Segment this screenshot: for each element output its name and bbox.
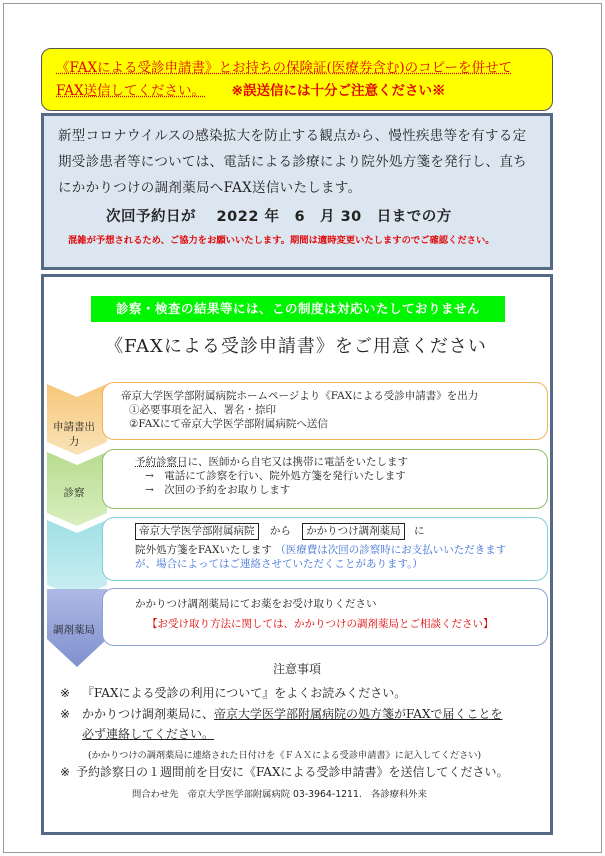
caution-mark: ※: [60, 765, 71, 779]
caution-text-2: かかりつけ調剤薬局に、: [82, 707, 215, 721]
caution-title: 注意事項: [272, 662, 321, 676]
caution-item-1: [60, 684, 406, 702]
step1-box: [102, 382, 548, 440]
step1-line2: ①必要事項を記入、署名・捺印: [129, 404, 276, 416]
notice-send: FAX送信してください。: [56, 83, 206, 99]
step1-label: 申請書出力: [53, 421, 95, 448]
notice-form-name: 《FAXによる受診申請書》: [56, 60, 219, 76]
main-heading: 《FAXによる受診申請書》をご用意ください: [105, 336, 487, 357]
step3-line2: 院外処方箋をFAXいたします: [135, 544, 272, 556]
step2-line2: → 電話にて診察を行い、院外処方箋を発行いたします: [145, 470, 406, 482]
caution-text-3: 帝京大学医学部附属病院の処方箋がFAXで届くことを: [214, 707, 503, 721]
step2-label: 診察: [63, 487, 85, 499]
step3-from: から: [269, 525, 291, 537]
fax-notice: [41, 48, 553, 111]
main-box: [41, 274, 553, 835]
step3-blue1: （医療費は次回の診察時にお支払いいただきます: [275, 544, 507, 556]
pharmacy-box: かかりつけ調剤薬局: [302, 523, 405, 540]
step1-line3: ②FAXにて帝京大学医学部附属病院へ送信: [129, 418, 328, 430]
step3-to: に: [414, 525, 425, 537]
caution-item-2b: [82, 725, 214, 743]
step4-red: 【お受け取り方法に関しては、かかりつけの調剤薬局とご相談ください】: [147, 618, 494, 630]
step4-label: 調剤薬局: [53, 624, 95, 636]
hospital-box: 帝京大学医学部附属病院: [135, 523, 259, 540]
step2-box: [102, 449, 548, 509]
notice-warning: ※誤送信には十分ご注意ください※: [231, 83, 446, 99]
caution-text-6: 予約診察日の１週間前を目安に《FAXによる受診申請書》を送信してください。: [76, 765, 509, 779]
intro-red-note: 混雑が予想されるため、ご協力をお願いいたします。期間は適時変更いたしますのでご確認ください。: [68, 235, 495, 246]
intro-text: 新型コロナウイルスの感染拡大を防止する観点から、慢性疾患等を有する定期受診患者等については、電話による診療により院外処方箋を発行し、直ちにかかりつけの調剤薬局へFAX送信いたします。: [58, 128, 527, 196]
next-appointment: 次回予約日が 2022 年 6 月 30 日までの方: [106, 209, 452, 225]
notice-insurance: とお持ちの保険証(医療券含む)のコピーを併せて: [218, 60, 513, 76]
step3-box: [102, 517, 548, 581]
step2-line1: に、医師から自宅又は携帯に電話をいたします: [187, 456, 408, 468]
step4-line1: かかりつけ調剤薬局にてお薬をお受け取りください: [135, 598, 377, 610]
caution-small-note: (かかりつけの調剤薬局に連絡された日付けを《ＦＡＸによる受診申請書》に記入してください): [88, 750, 482, 761]
caution-item-2: [60, 705, 503, 723]
caution-mark: ※: [60, 707, 71, 721]
step1-line1: 帝京大学医学部附属病院ホームページより《FAXによる受診申請書》を出力: [121, 390, 479, 402]
caution-mark: ※: [60, 686, 71, 700]
caution-text-1: 『FAXによる受診の利用について』をよくお読みください。: [82, 686, 407, 700]
caution-text-4: 必ず連絡してください。: [82, 727, 215, 741]
step2-appt-date: 予約診察日: [135, 456, 188, 468]
step3-blue2: が、場合によってはご連絡させていただくことがあります。）: [135, 558, 423, 570]
contact-info: 問合わせ先 帝京大学医学部附属病院 03-3964-1211. 各診療科外来: [132, 789, 427, 800]
step4-box: [102, 588, 548, 646]
step2-line3: → 次回の予約をお取りします: [145, 484, 291, 496]
intro-box: [41, 113, 553, 270]
step3-chevron: [47, 520, 107, 598]
caution-item-3: [60, 763, 509, 781]
green-banner: 診察・検査の結果等には、この制度は対応いたしておりません: [91, 296, 505, 322]
